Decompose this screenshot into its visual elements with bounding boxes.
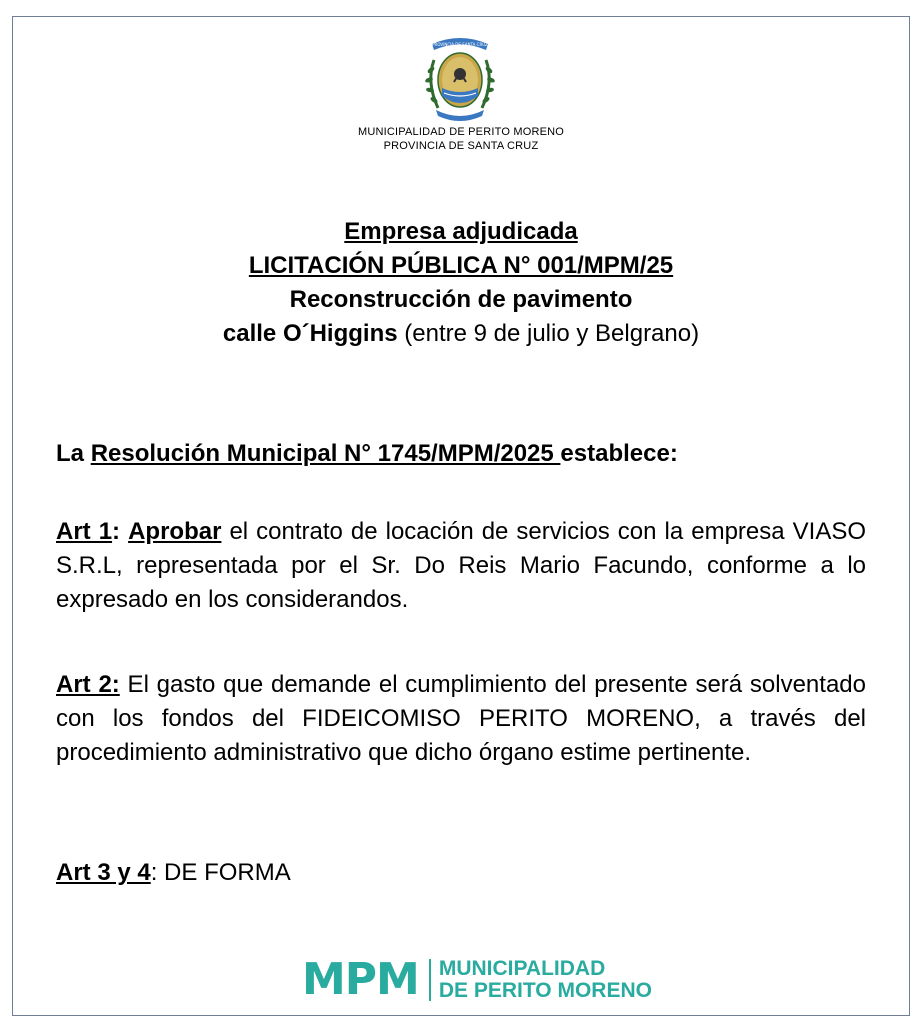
article-1-label: Art 1 <box>56 518 113 545</box>
logo-word-municipalidad: MUNICIPALIDAD <box>438 957 606 980</box>
title-work-name: Reconstrucción de pavimento <box>289 286 633 313</box>
article-2-label: Art 2: <box>56 671 120 698</box>
article-1-colon: : <box>112 518 121 545</box>
article-1 <box>56 515 866 617</box>
coat-of-arms-seal <box>420 30 500 122</box>
title-street-range: (entre 9 de julio y Belgrano) <box>397 320 700 347</box>
resolution-prefix: La <box>56 440 91 467</box>
title-street: calle O´Higgins <box>222 320 398 347</box>
resolution-name: Resolución Municipal N° 1745/MPM/2025 <box>90 440 561 467</box>
municipality-header <box>0 125 922 153</box>
article-3-4-label: Art 3 y 4 <box>56 859 151 886</box>
title-street-line <box>0 317 922 351</box>
article-1-text: el contrato de locación de servicios con la empresa VIASO S.R.L, representada por el Sr. Do Reis Mario Facundo, conforme a lo expresado en los considerandos. <box>56 518 866 613</box>
municipality-name: MUNICIPALIDAD DE PERITO MORENO <box>357 126 565 138</box>
title-block <box>0 215 922 351</box>
logo-word-perito-moreno: DE PERITO MORENO <box>438 979 652 1002</box>
article-2-text: El gasto que demande el cumplimiento del presente será solventado con los fondos del FIDEICOMISO PERITO MORENO, a través del procedimiento administrativo que dicho órgano estime pertinente. <box>56 671 866 766</box>
mpm-acronym: MPM <box>302 954 419 1005</box>
province-name: PROVINCIA DE SANTA CRUZ <box>383 140 539 152</box>
title-awarded-company: Empresa adjudicada <box>344 218 578 245</box>
article-1-verb: Aprobar <box>128 518 222 545</box>
article-2 <box>56 668 866 770</box>
logo-divider <box>429 959 431 1001</box>
logo-words <box>439 958 652 1002</box>
resolution-suffix: establece: <box>560 440 678 467</box>
resolution-statement <box>56 437 866 471</box>
article-3-4 <box>56 856 866 890</box>
article-3-4-text: : DE FORMA <box>150 859 291 886</box>
mpm-logo <box>302 956 652 1004</box>
svg-text:PROVINCIA DE SANTA CRUZ: PROVINCIA DE SANTA CRUZ <box>432 42 488 47</box>
title-tender-number: LICITACIÓN PÚBLICA N° 001/MPM/25 <box>248 252 674 279</box>
